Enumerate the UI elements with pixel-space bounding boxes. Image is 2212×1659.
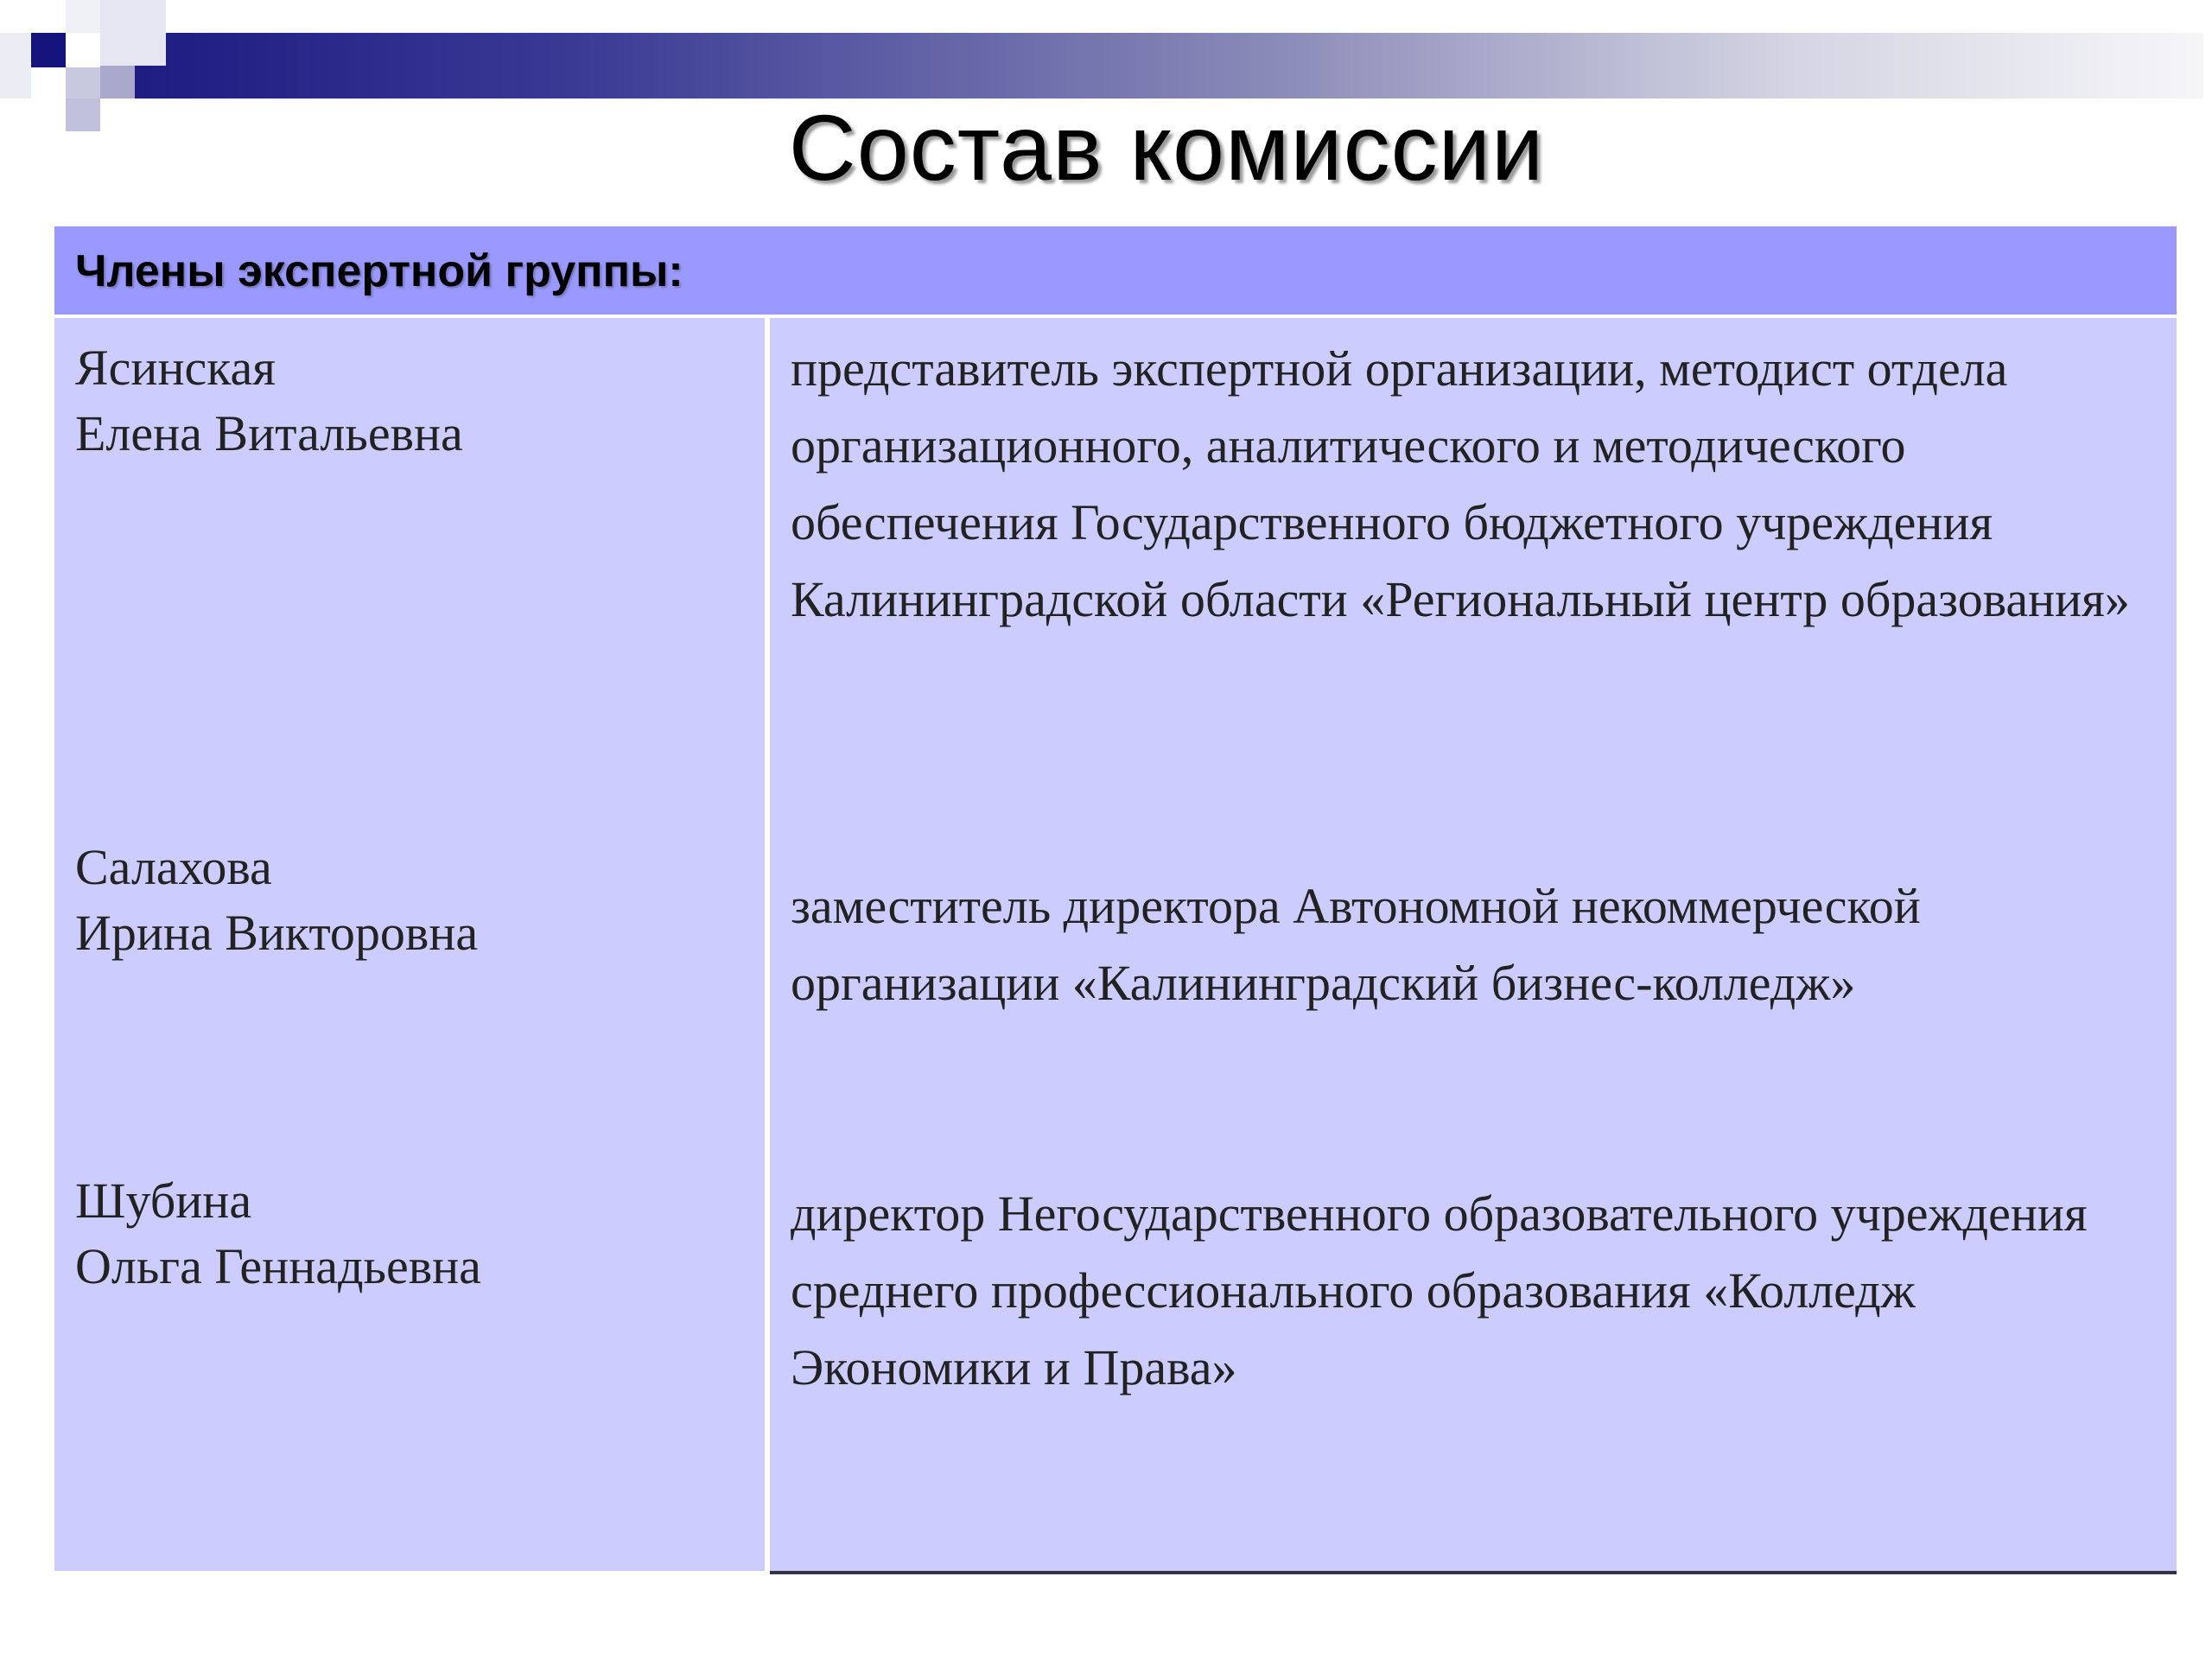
member-role: заместитель директора Автономной некоммерческой организации «Калининградский бизнес-колледж» (791, 878, 1921, 1011)
member-surname: Ясинская (75, 340, 276, 396)
member-name (75, 1168, 749, 1300)
decor-square (0, 33, 31, 99)
header-banner (130, 33, 2203, 99)
decor-square (66, 67, 100, 99)
names-column (54, 318, 765, 1571)
table-header: Члены экспертной группы: (54, 226, 2177, 315)
member-name (75, 335, 749, 467)
decor-square (100, 0, 166, 66)
decor-square (31, 33, 66, 67)
member-name (75, 835, 749, 966)
member-surname: Шубина (75, 1173, 252, 1229)
members-table (54, 226, 2177, 1571)
decor-square (66, 0, 100, 33)
member-given-names: Ирина Викторовна (75, 905, 479, 961)
decor-square (100, 66, 135, 99)
member-role: представитель экспертной организации, методист отдела организационного, аналитического и методического обеспечения Государственного бюджетного учреждения Калининградской области «Региональный центр образования» (791, 340, 2130, 627)
member-given-names: Ольга Геннадьевна (75, 1238, 481, 1294)
decor-square (66, 99, 100, 131)
slide-title: Состав комиссии (788, 95, 1545, 200)
member-role: директор Негосударственного образовательного учреждения среднего профессионального образования «Колледж Экономики и Права» (791, 1185, 2088, 1395)
decor-square (31, 67, 66, 99)
roles-column (770, 318, 2177, 1574)
member-given-names: Елена Витальевна (75, 405, 463, 461)
member-surname: Салахова (75, 839, 272, 895)
